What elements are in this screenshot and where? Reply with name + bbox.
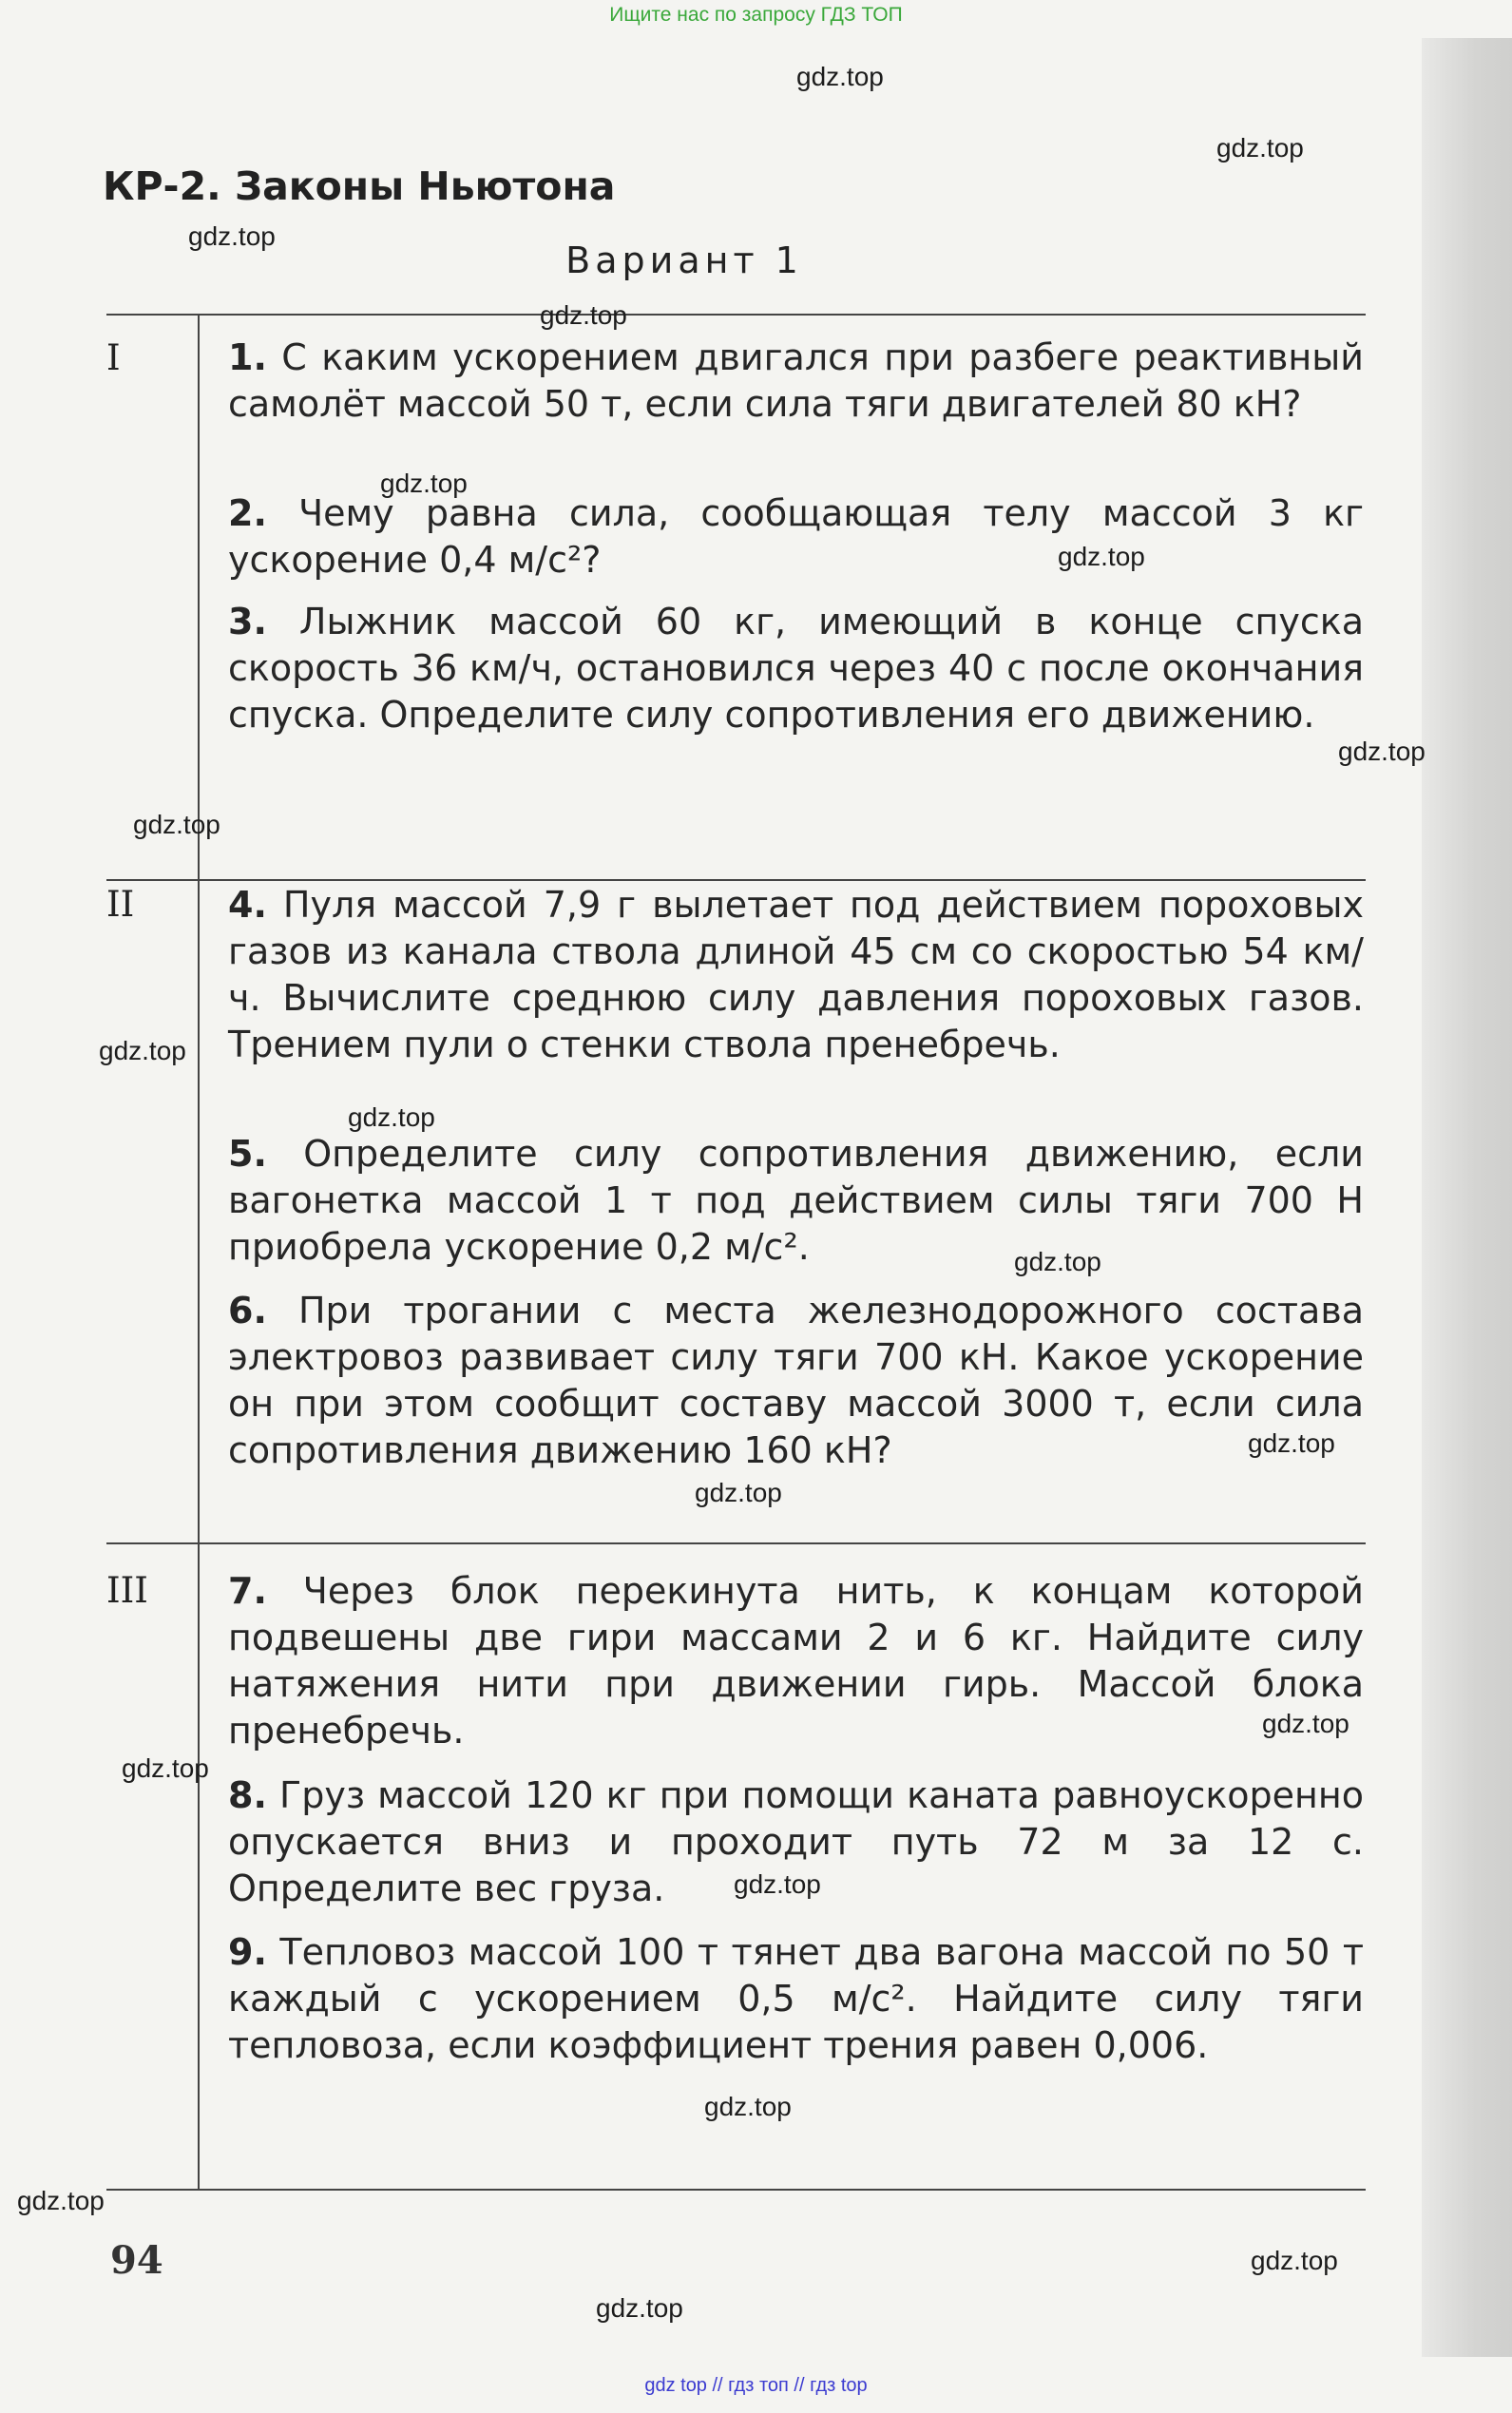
table-row-divider-1 — [106, 879, 1366, 881]
watermark: gdz.top — [1216, 133, 1304, 163]
problem-number: 9. — [228, 1931, 267, 1973]
watermark: gdz.top — [122, 1753, 209, 1783]
problem-text: При трогании с места железнодорожного состава электровоз развивает силу тяги 700 кН. Какое ускорение он при этом сообщит составу массой 3000 т, если сила сопротивления движению 160 кН? — [228, 1290, 1364, 1471]
problem-text: Пуля массой 7,9 г вылетает под действием пороховых газов из канала ствола длиной 45 см со скоростью 54 км/ч. Вычислите среднюю силу давления пороховых газов. Трением пули о стенки ствола пренебречь. — [228, 884, 1364, 1065]
problem-number: 6. — [228, 1290, 267, 1331]
page-number: 94 — [110, 2238, 163, 2283]
problem-text: Определите силу сопротивления движению, если вагонетка массой 1 т под действием силы тяги 700 Н приобрела ускорение 0,2 м/с². — [228, 1133, 1364, 1268]
problem-1 — [228, 335, 1364, 428]
watermark: gdz.top — [1251, 2246, 1338, 2275]
watermark: gdz.top — [17, 2186, 105, 2215]
problem-number: 2. — [228, 492, 267, 534]
problem-text: Чему равна сила, сообщающая телу массой 3 кг ускорение 0,4 м/с²? — [228, 492, 1364, 581]
watermark: gdz.top — [99, 1036, 186, 1065]
variant-title: Вариант 1 — [565, 239, 803, 281]
problem-7 — [228, 1568, 1364, 1754]
problem-text: С каким ускорением двигался при разбеге реактивный самолёт массой 50 т, если сила тяги двигателей 80 кН? — [228, 336, 1364, 425]
watermark: gdz.top — [695, 1478, 782, 1507]
level-label-2: II — [106, 884, 135, 925]
level-label-3: III — [106, 1570, 148, 1611]
table-row-divider-2 — [106, 1542, 1366, 1544]
problem-number: 1. — [228, 336, 267, 378]
problem-2 — [228, 490, 1364, 584]
problem-number: 8. — [228, 1774, 267, 1816]
problem-number: 3. — [228, 601, 267, 642]
bottom-banner[interactable]: gdz top // гдз топ // гдз top — [644, 2375, 868, 2396]
top-banner[interactable]: Ищите нас по запросу ГДЗ ТОП — [609, 4, 903, 26]
problem-9 — [228, 1929, 1364, 2069]
problem-4 — [228, 882, 1364, 1068]
problem-6 — [228, 1288, 1364, 1474]
table-top-rule — [106, 314, 1366, 316]
watermark: gdz.top — [734, 1869, 821, 1899]
watermark: gdz.top — [188, 221, 276, 251]
watermark: gdz.top — [796, 62, 884, 91]
problem-text: Лыжник массой 60 кг, имеющий в конце спуска скорость 36 км/ч, остановился через 40 с после окончания спуска. Определите силу сопротивления его движению. — [228, 601, 1364, 736]
chapter-title: КР-2. Законы Ньютона — [103, 163, 616, 209]
watermark: gdz.top — [1262, 1709, 1349, 1738]
watermark: gdz.top — [1248, 1428, 1335, 1458]
watermark: gdz.top — [1058, 542, 1145, 571]
problem-3 — [228, 599, 1364, 738]
problem-number: 5. — [228, 1133, 267, 1175]
watermark: gdz.top — [1338, 737, 1426, 766]
watermark: gdz.top — [596, 2293, 683, 2323]
table-bottom-rule — [106, 2189, 1366, 2191]
problem-text: Груз массой 120 кг при помощи каната равноускоренно опускается вниз и проходит путь 72 м за 12 с. Определите вес груза. — [228, 1774, 1364, 1909]
watermark: gdz.top — [380, 469, 468, 498]
table-column-divider — [198, 314, 200, 2191]
problem-text: Тепловоз массой 100 т тянет два вагона массой по 50 т каждый с ускорением 0,5 м/с². Найдите силу тяги тепловоза, если коэффициент трения равен 0,006. — [228, 1931, 1364, 2066]
watermark: gdz.top — [133, 810, 220, 839]
watermark: gdz.top — [704, 2092, 792, 2121]
watermark: gdz.top — [348, 1102, 435, 1132]
page-edge-shadow — [1422, 38, 1512, 2357]
level-label-1: I — [106, 337, 121, 378]
problem-5 — [228, 1131, 1364, 1271]
problem-text: Через блок перекинута нить, к концам которой подвешены две гири массами 2 и 6 кг. Найдите силу натяжения нити при движении гирь. Массой блока пренебречь. — [228, 1570, 1364, 1752]
watermark: gdz.top — [540, 300, 627, 330]
problem-number: 7. — [228, 1570, 267, 1612]
problem-number: 4. — [228, 884, 267, 926]
watermark: gdz.top — [1014, 1247, 1101, 1276]
